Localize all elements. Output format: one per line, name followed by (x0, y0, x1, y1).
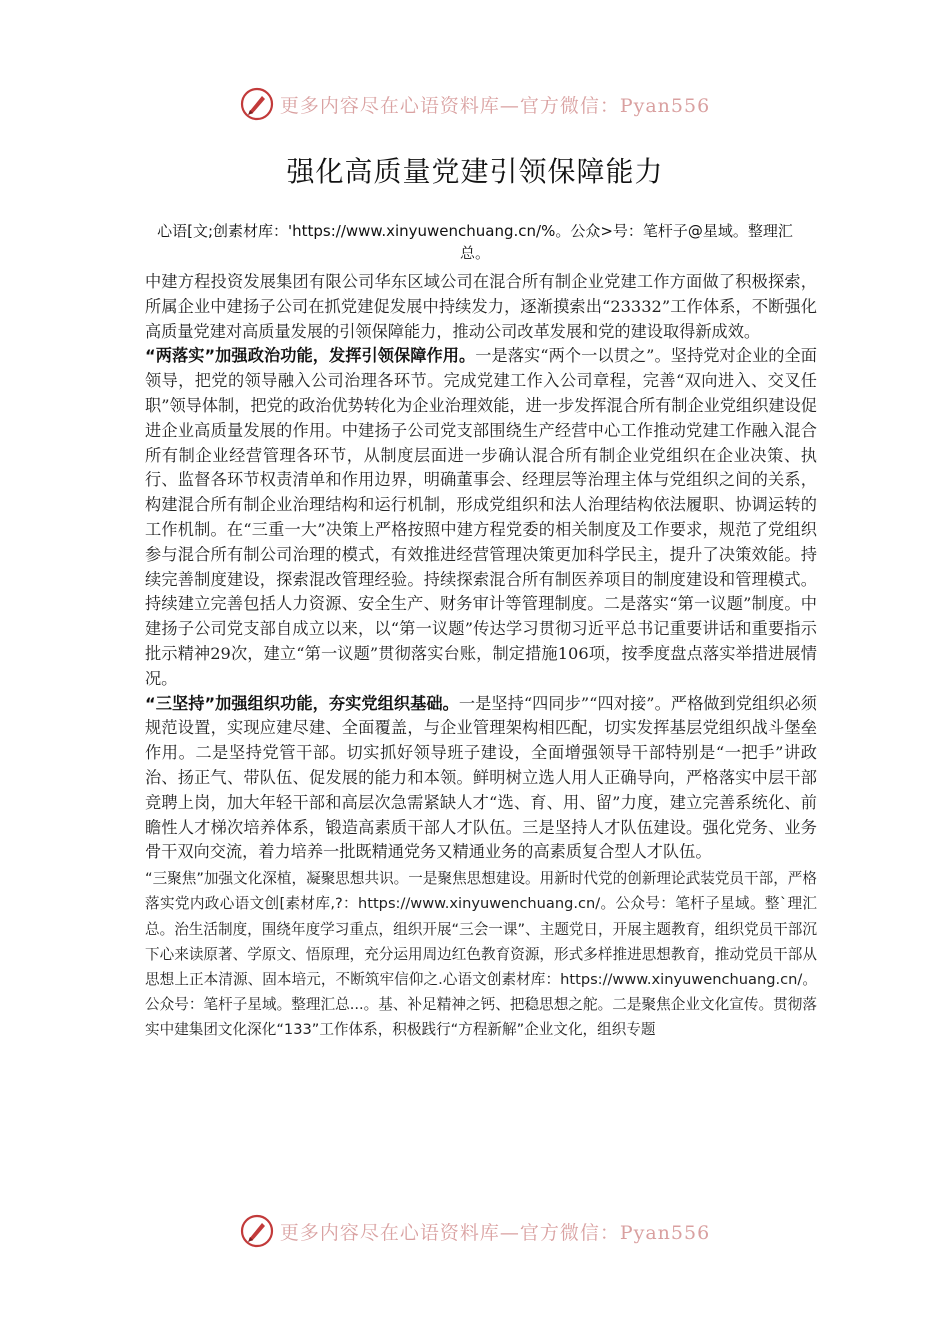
pen-logo-icon (240, 87, 274, 121)
paragraph-text: 一是落实“两个一以贯之”。坚持党对企业的全面领导，把党的领导融入公司治理各环节。完成党建工作入公司章程，完善“双向进入、交叉任职”领导体制，把党的政治优势转化为企业治理效能，进一步发挥混合所有制企业党组织建设促进企业高质量发展的作用。中建扬子公司党支部围绕生产经营中心工作推动党建工作融入混合所有制企业经营管理各环节，从制度层面进一步确认混合所有制企业党组织在企业决策、执行、监督各环节权责清单和作用边界，明确董事会、经理层等治理主体与党组织之间的关系，构建混合所有制企业治理结构和运行机制，形成党组织和法人治理结构依法履职、协调运转的工作机制。在“三重一大”决策上严格按照中建方程党委的相关制度及工作要求，规范了党组织参与混合所有制公司治理的模式，有效推进经营管理决策更加科学民主，提升了决策效能。持续完善制度建设，探索混改管理经验。持续探索混合所有制医养项目的制度建设和管理模式。持续建立完善包括人力资源、安全生产、财务审计等管理制度。二是落实“第一议题”制度。中建扬子公司党支部自成立以来，以“第一议题”传达学习贯彻习近平总书记重要讲话和重要指示批示精神29次，建立“第一议题”贯彻落实台账，制定措施106项，按季度盘点落实举措进展情况。 (145, 346, 817, 688)
header-banner (0, 84, 950, 124)
pen-logo-icon (240, 1214, 274, 1248)
paragraph-text: 中建方程投资发展集团有限公司华东区域公司在混合所有制企业党建工作方面做了积极探索，所属企业中建扬子公司在抓党建促发展中持续发力，逐渐摸索出“23332”工作体系，不断强化高质量党建对高质量发展的引领保障能力，推动公司改革发展和党的建设取得新成效。 (145, 272, 817, 341)
paragraph-section-3 (145, 866, 817, 1042)
page-title: 强化高质量党建引领保障能力 (286, 155, 664, 188)
banner-text: 更多内容尽在心语资料库—官方微信：Pyan556 (279, 94, 711, 117)
paragraph-section-2 (145, 692, 817, 866)
section-heading: “两落实”加强政治功能，发挥引领保障作用。 (145, 346, 476, 366)
paragraph-section-1 (145, 344, 817, 691)
section-heading: “三坚持”加强组织功能，夯实党组织基础。 (145, 693, 459, 713)
paragraph-text: “三聚焦”加强文化深植，凝聚思想共识。一是聚焦思想建设。用新时代党的创新理论武装党员干部，严格落实党内政心语文创[素材库,?：https://www.xinyuwenchuang.cn/。公众号：笔杆子星域。整`理汇总。治生活制度，围绕年度学习重点，组织开展“三会一课”、主题党日，开展主题教育，组织党员干部沉下心来读原著、学原文、悟原理，充分运用周边红色教育资源，形式多样推进思想教育，推动党员干部从思想上正本清源、固本培元，不断筑牢信仰之.心语文创素材库：https://www.xinyuwenchuang.cn/。公众号：笔杆子星域。整理汇总...。基、补足精神之钙、把稳思想之舵。二是聚焦企业文化宣传。贯彻落实中建集团文化深化“133”工作体系，积极践行“方程新解”企业文化，组织专题 (145, 870, 817, 1039)
footer-banner (0, 1211, 950, 1251)
source-line: 心语[文;创素材库：'https://www.xinyuwenchuang.cn/%。公众>号：笔杆子@星域。整理汇总。 (157, 222, 793, 262)
banner-text: 更多内容尽在心语资料库—官方微信：Pyan556 (279, 1221, 711, 1244)
paragraph-intro (145, 270, 817, 344)
document-body (145, 270, 817, 1043)
paragraph-text: 一是坚持“四同步”“四对接”。严格做到党组织必须规范设置，实现应建尽建、全面覆盖，与企业管理架构相匹配，切实发挥基层党组织战斗堡垒作用。二是坚持党管干部。切实抓好领导班子建设，全面增强领导干部特别是“一把手”讲政治、扬正气、带队伍、促发展的能力和本领。鲜明树立选人用人正确导向，严格落实中层干部竞聘上岗，加大年轻干部和高层次急需紧缺人才“选、育、用、留”力度，建立完善系统化、前瞻性人才梯次培养体系，锻造高素质干部人才队伍。三是坚持人才队伍建设。强化党务、业务骨干双向交流，着力培养一批既精通党务又精通业务的高素质复合型人才队伍。 (145, 693, 817, 862)
